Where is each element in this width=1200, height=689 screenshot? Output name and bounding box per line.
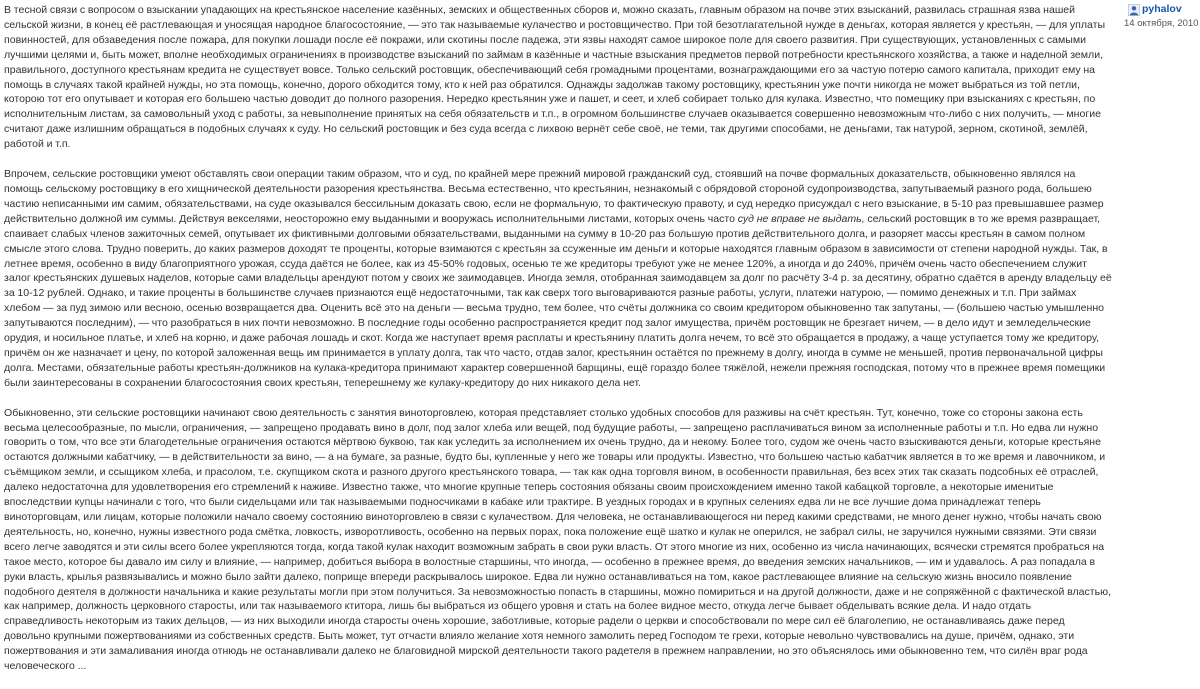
paragraph-2-part-1: Впрочем, сельские ростовщики умеют обставлять свои операции таким образом, что и суд, по крайней мере прежний мировой гражданский суд, стоявший на почве формальных доказательств, обыкновенно являлся на помощь сельскому ростовщику в его хищнической деятельности разорения крестьянства. Весьма естественно, что крестьянин, незнакомый с обрядовой стороной судопроизводства, запутываемый разного рода, большею частию неписанными им самим, обязательствами, на суде оказывался бессильным доказать свою, если не формальную, то фактическую правоту, и суд нередко присуждал с него взыскание, в 5-10 раз превышавшее размер действительно должной им суммы. Действуя векселями, неосторожно ему выданными и вооружась исполнительными листами, которых очень часто (4, 168, 1104, 225)
user-icon[interactable] (1128, 4, 1140, 16)
post-date: 14 октября, 2010 (1124, 18, 1199, 29)
author-info (1124, 3, 1200, 30)
paragraph-2 (4, 167, 1112, 391)
paragraph-3: Обыкновенно, эти сельские ростовщики начинают свою деятельность с занятия виноторговлею, которая представляет столько удобных способов для разживы на счёт крестьян. Тут, конечно, тоже со стороны закона есть весьма целесообразные, по мысли, ограничения, — запрещено продавать вино в долг, под залог хлеба или вещей, под будущие работы, — запрещено расплачиваться вином за исполненные работы и т.п. Но едва ли нужно говорить о том, что все эти благодетельные ограничения остаются мёртвою буквою, так как уследить за исполнением их очень трудно, да и некому. Более того, судом же очень часто взыскиваются деньги, которые крестьяне остаются должными кабатчику, — в действительности за вино, — а на бумаге, за разные, будто бы, купленные у него же товары или продукты. Известно, что большею частью кабатчик является в то же время и лавочником, и съёмщиком земли, и ссыщиком хлеба, и прасолом, т.е. скупщиком скота и разного другого крестьянского товара, — так как одна торговля вином, в особенности правильная, без всех этих так сказать подсобных её отраслей, далеко недостаточна для удовлетворения его стремлений к наживе. Известно также, что многие крупные теперь состояния обязаны своим происхождением именно такой кабацкой торговле, а некоторые именитые впоследствии купцы начинали с того, что были сидельцами или так называемыми подносчиками в кабаке или трактире. В уездных городах и в крупных селениях едва ли не все лучшие дома принадлежат теперь виноторговцам, или лицам, которые положили начало своему состоянию виноторговлею в связи с кулачеством. Для человека, не останавливающегося ни перед какими средствами, не много денег нужно, чтобы начать свою деятельность, но, конечно, нужны известного рода смётка, ловкость, изворотливость, особенно на первых порах, пока положение ещё шатко и кулак не оперился, не забрал силы, не заручился нужными связями. Эти связи всего легче заводятся и эти силы всего более укрепляются тогда, когда такой кулак находит возможным забрать в свои руки власть. От этого многие из них, особенно из числа начинающих, всячески стремятся пробраться на такое место, которое бы давало им силу и влияние, — например, добиться выбора в волостные старшины, что иногда, — особенно в прежнее время, до введения земских начальников, — им и удавалось. А раз попадала в руки власть, крылья развязывались и можно было зайти далеко, поприще впереди раскрывалось широкое. Едва ли нужно останавливаться на том, какое растлевающее влияние на сельскую жизнь вносило появление подобного деятеля в должности начальника и какие результаты могли при этом получиться. За невозможностью попасть в старшины, можно помириться и на другой должности, даже и не сопряжённой с фактической властью, как например, должность церковного старосты, или так называемого ктитора, лишь бы выбраться из общего уровня и стать на более видное место, откуда легче бывает обделывать всякие дела. И надо отдать справедливость некоторым из таких дельцов, — из них выходили иногда старосты очень хорошие, заботливые, которые радели о церкви и способствовали по мере сил её благолепию, не останавливаясь даже перед довольно крупными пожертвованиями из собственных средств. Быть может, тут отчасти влияло желание хотя немного замолить перед Господом те грехи, которые невольно чувствовались на душе, причём, однако, эти пожертвования и эти замаливания иногда отнюдь не останавливали далеко не благовидной мирской деятельности такого радетеля в прежнем направлении, но это объяснялось ими обыкновенно тем, что силён враг рода человеческого ... (4, 406, 1111, 673)
paragraph-2-emphasis: суд не вправе не выдать, (737, 212, 865, 225)
author-row[interactable] (1128, 3, 1200, 16)
post-body (4, 3, 1112, 689)
paragraph-2-part-2: сельский ростовщик в то же время развращает, спаивает слабых членов зажиточных семей, опутывает их фиктивными долговыми обязательствами, выданными на сумму в 10-20 раз большую против действительного долга, и разоряет массы крестьян в самом полном смысле этого слова. Трудно поверить, до каких размеров доходят те проценты, которые взимаются с крестьян за ссуженные им деньги и которые находятся главным образом в зависимости от степени народной нужды. Так, в летнее время, особенно в виду благоприятного урожая, ссуда даётся не более, как из 45-50% годовых, осенью те же кредиторы требуют уже не менее 120%, а иногда и до 240%, причём очень часто обеспечением служит залог крестьянских душевых наделов, которые сами владельцы арендуют потом у своих же заимодавцев. Иногда земля, отобранная заимодавцем за долг по расчёту 3-4 р. за десятину, обратно сдаётся в аренду владельцу её за 10-12 рублей. Однако, и такие проценты в большинстве случаев признаются ещё недостаточными, так как сверх того выговариваются разные работы, услуги, платежи натурою, — помимо денежных и т.п. При займах хлебом — за пуд зимою или весною, осенью возвращается два. Оценить всё это на деньги — весьма трудно, тем более, что счёты должника со своим кредитором обыкновенно так запутаны, — (большею частью умышленно запутываются последним), — что разобраться в них почти невозможно. В последние годы особенно распространяется кредит под залог имущества, причём ростовщик не брезгает ничем, — в дело идут и земледельческие орудия, и носильное платье, и хлеб на корню, и даже рабочая лошадь и скот. Когда же наступает время расплаты и крестьянину платить долга нечем, то всё это обращается в продажу, а чаще уступается тому же кредитору, причём он же назначает и цену, по которой заложенная вещь им принимается в уплату долга, так что часто, отдав залог, крестьянин остаётся по прежнему в долгу, иногда в сумме не меньшей, против первоначальной цифры долга. Местами, обязательные работы крестьян-должников на кулака-кредитора принимают характер совершенной барщины, ещё гораздо более тяжёлой, нежели прежняя господская, потому что в прежнее время помещики были заинтересованы в сохранении благосостояния своих крестьян, теперешнему же кулаку-кредитору до них никакого дела нет. (4, 212, 1112, 389)
paragraph-1: В тесной связи с вопросом о взыскании упадающих на крестьянское население казённых, земских и общественных сборов и, можно сказать, главным образом на почве этих взысканий, развилась страшная язва нашей сельской жизни, в конец её растлевающая и уносящая народное благосостояние, — это так называемые кулачество и ростовщичество. При той безотлагательной нужде в деньгах, которая является у крестьян, — для уплаты повинностей, для обзаведения после пожара, для покупки лошади после её покражи, или скотины после падежа, эти язвы находят самое широкое поле для своего развития. При существующих, установленных с самыми лучшими целями и, быть может, вполне необходимых ограничениях в производстве взысканий по займам в казённые и частные взыскания предметов первой потребности крестьянского хозяйства, а также и наделной земли, правильного, доступного крестьянам кредита не существует вовсе. Только сельский ростовщик, обеспечивающий себя громадными процентами, вознаграждающими его за частую потерю самого капитала, приходит ему на помощь в случаях такой крайней нужды, но эта помощь, конечно, дорого обходится тому, кто к ней раз обратился. Однажды задолжав такому ростовщику, крестьянин уже почти никогда не может выбраться из той петли, которою тот его опутывает и которая его большею частью доводит до полного разорения. Нередко крестьянин уже и пашет, и сеет, и хлеб собирает только для кулака. Известно, что помещику при взысканиях с крестьян, по исполнительным листам, за самовольный уход с работы, за невыполнение принятых на себя обязательств и т.п., в огромном большинстве случаев оказывается совершенно невозможным что-либо с них получить, — многие считают даже излишним обращаться в подобных случаях к суду. Но сельский ростовщик и без суда всегда с лихвою вернёт себе своё, не теми, так другими способами, не деньгами, так натурой, зерном, скотиной, землёй, работой и т.п. (4, 4, 1106, 151)
author-name-link[interactable]: pyhalov (1142, 3, 1182, 15)
